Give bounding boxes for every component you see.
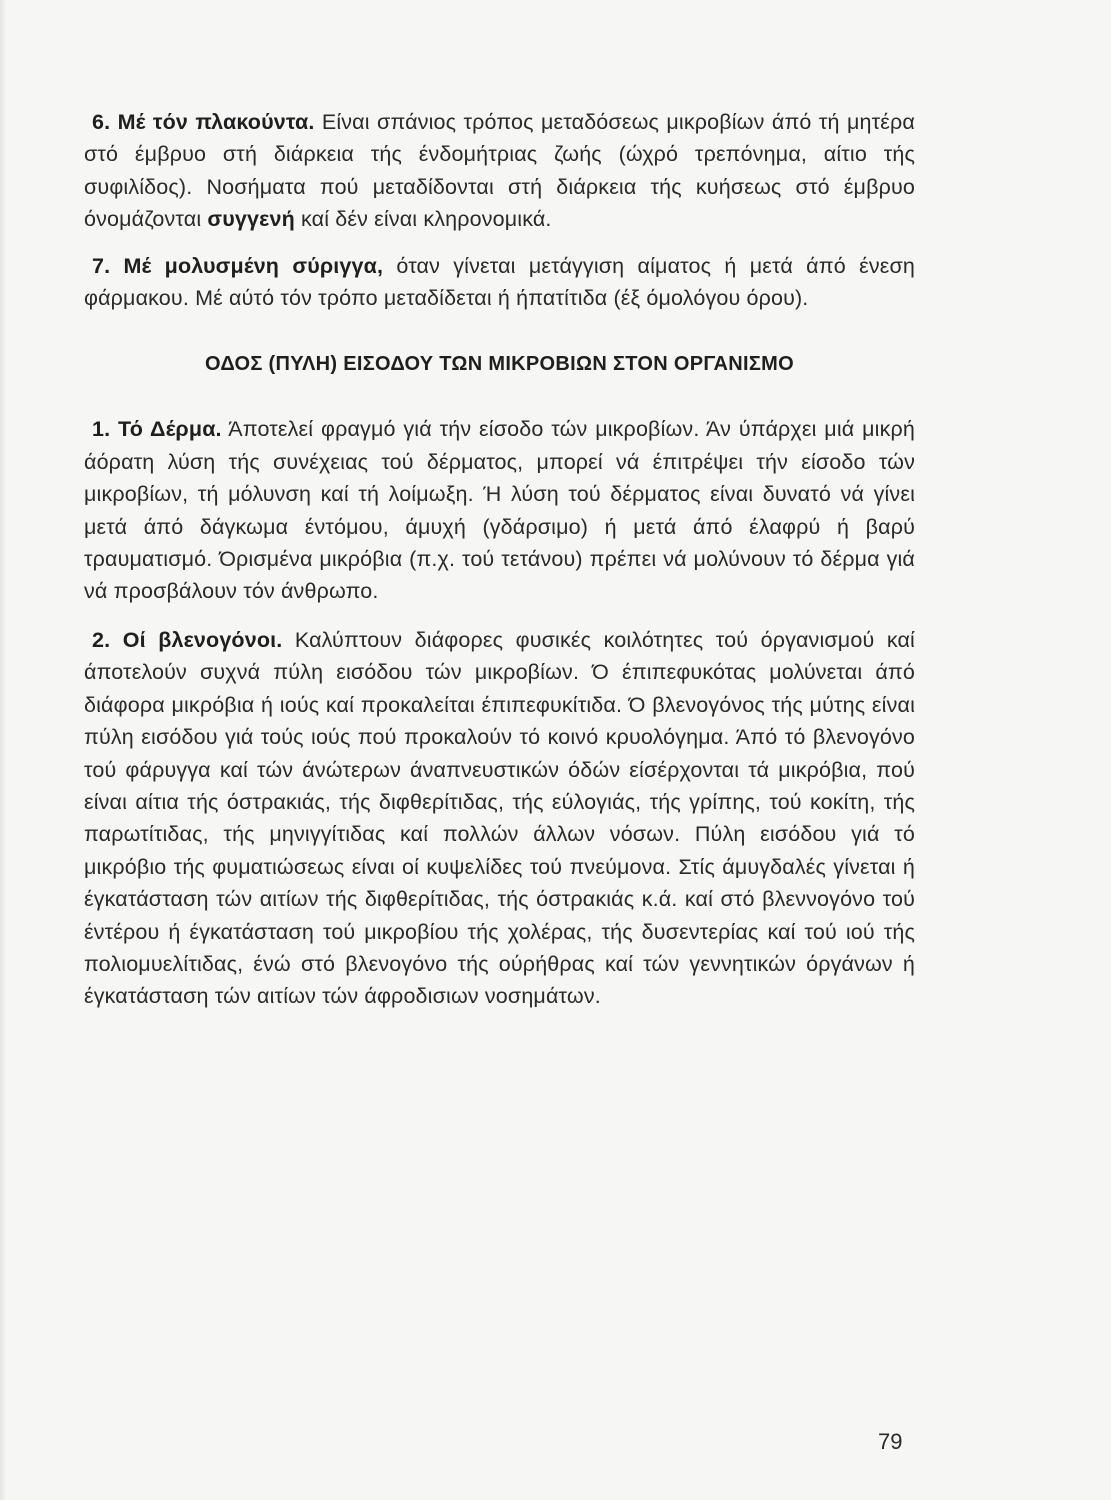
section-heading: ΟΔΟΣ (ΠΥΛΗ) ΕΙΣΟΔΟΥ ΤΩΝ ΜΙΚΡΟΒΙΩΝ ΣΤΟΝ ΟΡΓΑΝΙΣΜΟ [205, 353, 794, 376]
term-congenital: συγγενή [207, 207, 295, 232]
paragraph-skin [84, 413, 915, 607]
paragraph-syringe [84, 250, 915, 315]
page-content [84, 106, 915, 1013]
page-edge-shadow [0, 0, 6, 1500]
paragraph-placenta-title: 6. Μέ τόν πλακούντα. [92, 110, 315, 134]
paragraph-placenta [84, 106, 915, 236]
page-number: 79 [878, 1429, 903, 1454]
paragraph-skin-title: 1. Τό Δέρμα. [92, 417, 222, 442]
paragraph-mucosa-title: 2. Οί βλενογόνοι. [92, 627, 283, 652]
paragraph-placenta-text: Είναι σπάνιος τρόπος μεταδόσεως μικροβίων άπό τή μητέρα στό έμβρυο στή διάρκεια τής ένδομήτριας ζωής (ώχρό τρεπόνημα, αίτιο τής συφιλίδος). Νοσήματα πού μεταδίδονται στή διάρκεια τής κυήσεως στό έμβρυο όνομάζονται [84, 110, 915, 232]
paragraph-placenta-text-end: καί δέν είναι κληρονομικά. [294, 207, 552, 232]
paragraph-mucosa-text: Καλύπτουν διάφορες φυσικές κοιλότητες τού όργανισμού καί άποτελούν συχνά πύλη εισόδου τών μικροβίων. Ό έπιπεφυκότας μολύνεται άπό διάφορα μικρόβια ή ιούς καί προκαλείται έπιπεφυκίτιδα. Ό βλενογόνος τής μύτης είναι πύλη εισόδου γιά τούς ιούς πού προκαλούν τό κοινό κρυολόγημα. Άπό τό βλενογόνο τού φάρυγγα καί τών άνώτερων άναπνευστικών όδών είσέρχονται τά μικρόβια, πού είναι αίτια τής όστρακιάς, τής διφθερίτιδας, τής εύλογιάς, τής γρίπης, τού κοκίτη, τής παρωτίτιδας, τής μηνιγγίτιδας καί πολλών άλλων νόσων. Πύλη εισόδου γιά τό μικρόβιο τής φυματιώσεως είναι οί κυψελίδες τού πνεύμονα. Στίς άμυγδαλές γίνεται ή έγκατάσταση τών αιτίων τής διφθερίτιδας, τής όστρακιάς κ.ά. καί στό βλεννογόνο τού έντέρου ή έγκατάσταση τού μικροβίου τής χολέρας, τής δυσεντερίας καί τού ιού τής πολιομυελίτιδας, ένώ στό βλενογόνο τής ούρήθρας καί τών γεννητικών όργάνων ή έγκατάσταση τών αιτίων τών άφροδισιων νοσημάτων. [84, 627, 915, 1009]
paragraph-syringe-text: όταν γίνεται μετάγγιση αίματος ή μετά άπό ένεση φάρμακου. Μέ αύτό τόν τρόπο μεταδίδεται ή ήπατίτιδα (έξ όμολόγου όρου). [84, 253, 915, 311]
paragraph-syringe-title: 7. Μέ μολυσμένη σύριγγα, [92, 253, 384, 278]
paragraph-mucosa [84, 624, 915, 1013]
paragraph-skin-text: Άποτελεί φραγμό γιά τήν είσοδο τών μικροβίων. Άν ύπάρχει μιά μικρή άόρατη λύση τής συνέχειας τού δέρματος, μπορεί νά έπιτρέψει τήν είσοδο τών μικροβίων, τή μόλυνση καί τή λοίμωξη. Ή λύση τού δέρματος είναι δυνατό νά γίνει μετά άπό δάγκωμα έντόμου, άμυχή (γδάρσιμο) ή μετά άπό έλαφρύ ή βαρύ τραυματισμό. Όρισμένα μικρόβια (π.χ. τού τετάνου) πρέπει νά μολύνουν τό δέρμα γιά νά προσβάλουν τόν άνθρωπο. [84, 417, 915, 604]
